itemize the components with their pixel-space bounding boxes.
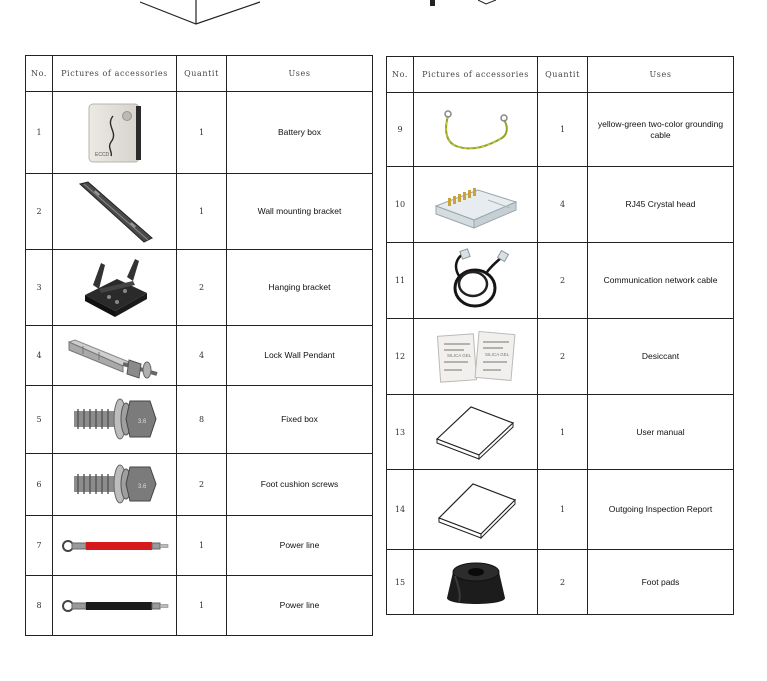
row-quantity: 2 (538, 319, 588, 395)
table-row (387, 167, 734, 243)
row-number: 10 (387, 167, 414, 243)
svg-text:3.6: 3.6 (137, 418, 146, 425)
row-number: 3 (26, 250, 53, 326)
row-use: Power line (227, 576, 373, 636)
table-row (387, 395, 734, 470)
row-use: Hanging bracket (227, 250, 373, 326)
row-use: Desiccant (588, 319, 734, 395)
row-number: 4 (26, 326, 53, 386)
table-row (387, 470, 734, 550)
row-quantity: 2 (538, 550, 588, 615)
table-row (26, 92, 373, 174)
wall-bracket-icon (53, 174, 177, 250)
screw-icon (53, 454, 177, 516)
row-quantity: 8 (177, 386, 227, 454)
table-row (387, 550, 734, 615)
row-number: 9 (387, 93, 414, 167)
row-number: 5 (26, 386, 53, 454)
row-number: 7 (26, 516, 53, 576)
row-quantity: 1 (177, 576, 227, 636)
foot-pad-icon (414, 550, 538, 615)
row-use: Outgoing Inspection Report (588, 470, 734, 550)
table-row (387, 93, 734, 167)
red-power-cable-icon (53, 516, 177, 576)
accessories-table-left (25, 55, 373, 636)
row-number: 2 (26, 174, 53, 250)
row-number: 12 (387, 319, 414, 395)
row-use: Wall mounting bracket (227, 174, 373, 250)
header-pictures: Pictures of accessories (414, 57, 538, 93)
row-quantity: 1 (177, 516, 227, 576)
row-use: yellow-green two-color grounding cable (588, 93, 734, 167)
row-use: Power line (227, 516, 373, 576)
rj45-connector-icon (414, 167, 538, 243)
row-use: RJ45 Crystal head (588, 167, 734, 243)
table-row (26, 454, 373, 516)
screw-icon (53, 386, 177, 454)
row-use: Foot cushion screws (227, 454, 373, 516)
row-quantity: 1 (538, 93, 588, 167)
table-row (26, 516, 373, 576)
table-row (26, 250, 373, 326)
grounding-cable-icon (414, 93, 538, 167)
table-row (387, 319, 734, 395)
black-power-cable-icon (53, 576, 177, 636)
row-number: 15 (387, 550, 414, 615)
header-uses: Uses (227, 56, 373, 92)
row-quantity: 1 (177, 174, 227, 250)
row-number: 8 (26, 576, 53, 636)
svg-text:3.6: 3.6 (137, 483, 146, 490)
row-number: 11 (387, 243, 414, 319)
header-pictures: Pictures of accessories (53, 56, 177, 92)
row-number: 14 (387, 470, 414, 550)
row-number: 13 (387, 395, 414, 470)
header-quantity: Quantit (538, 57, 588, 93)
row-quantity: 2 (177, 250, 227, 326)
row-quantity: 4 (538, 167, 588, 243)
table-row (387, 243, 734, 319)
row-use: Communication network cable (588, 243, 734, 319)
row-quantity: 1 (538, 470, 588, 550)
row-use: User manual (588, 395, 734, 470)
report-icon (414, 470, 538, 550)
row-quantity: 1 (538, 395, 588, 470)
row-use: Lock Wall Pendant (227, 326, 373, 386)
table-row (26, 326, 373, 386)
expansion-bolt-icon (53, 326, 177, 386)
manual-icon (414, 395, 538, 470)
header-no: No. (387, 57, 414, 93)
row-quantity: 2 (538, 243, 588, 319)
row-use: Foot pads (588, 550, 734, 615)
hanging-bracket-icon (53, 250, 177, 326)
svg-text:SILICA GEL: SILICA GEL (484, 351, 509, 357)
row-quantity: 2 (177, 454, 227, 516)
row-number: 6 (26, 454, 53, 516)
table-header (387, 57, 734, 93)
table-row (26, 576, 373, 636)
table-row (26, 386, 373, 454)
row-quantity: 4 (177, 326, 227, 386)
header-no: No. (26, 56, 53, 92)
header-uses: Uses (588, 57, 734, 93)
row-number: 1 (26, 92, 53, 174)
battery-logo-text: ECCD (94, 151, 109, 158)
header-quantity: Quantit (177, 56, 227, 92)
table-row (26, 174, 373, 250)
desiccant-label: SILICA GEL (446, 352, 471, 358)
battery-box-icon (53, 92, 177, 174)
desiccant-icon (414, 319, 538, 395)
network-cable-icon (414, 243, 538, 319)
accessories-table-right (386, 56, 734, 615)
top-drawing-fragment (0, 0, 767, 40)
table-header (26, 56, 373, 92)
row-use: Battery box (227, 92, 373, 174)
row-use: Fixed box (227, 386, 373, 454)
row-quantity: 1 (177, 92, 227, 174)
